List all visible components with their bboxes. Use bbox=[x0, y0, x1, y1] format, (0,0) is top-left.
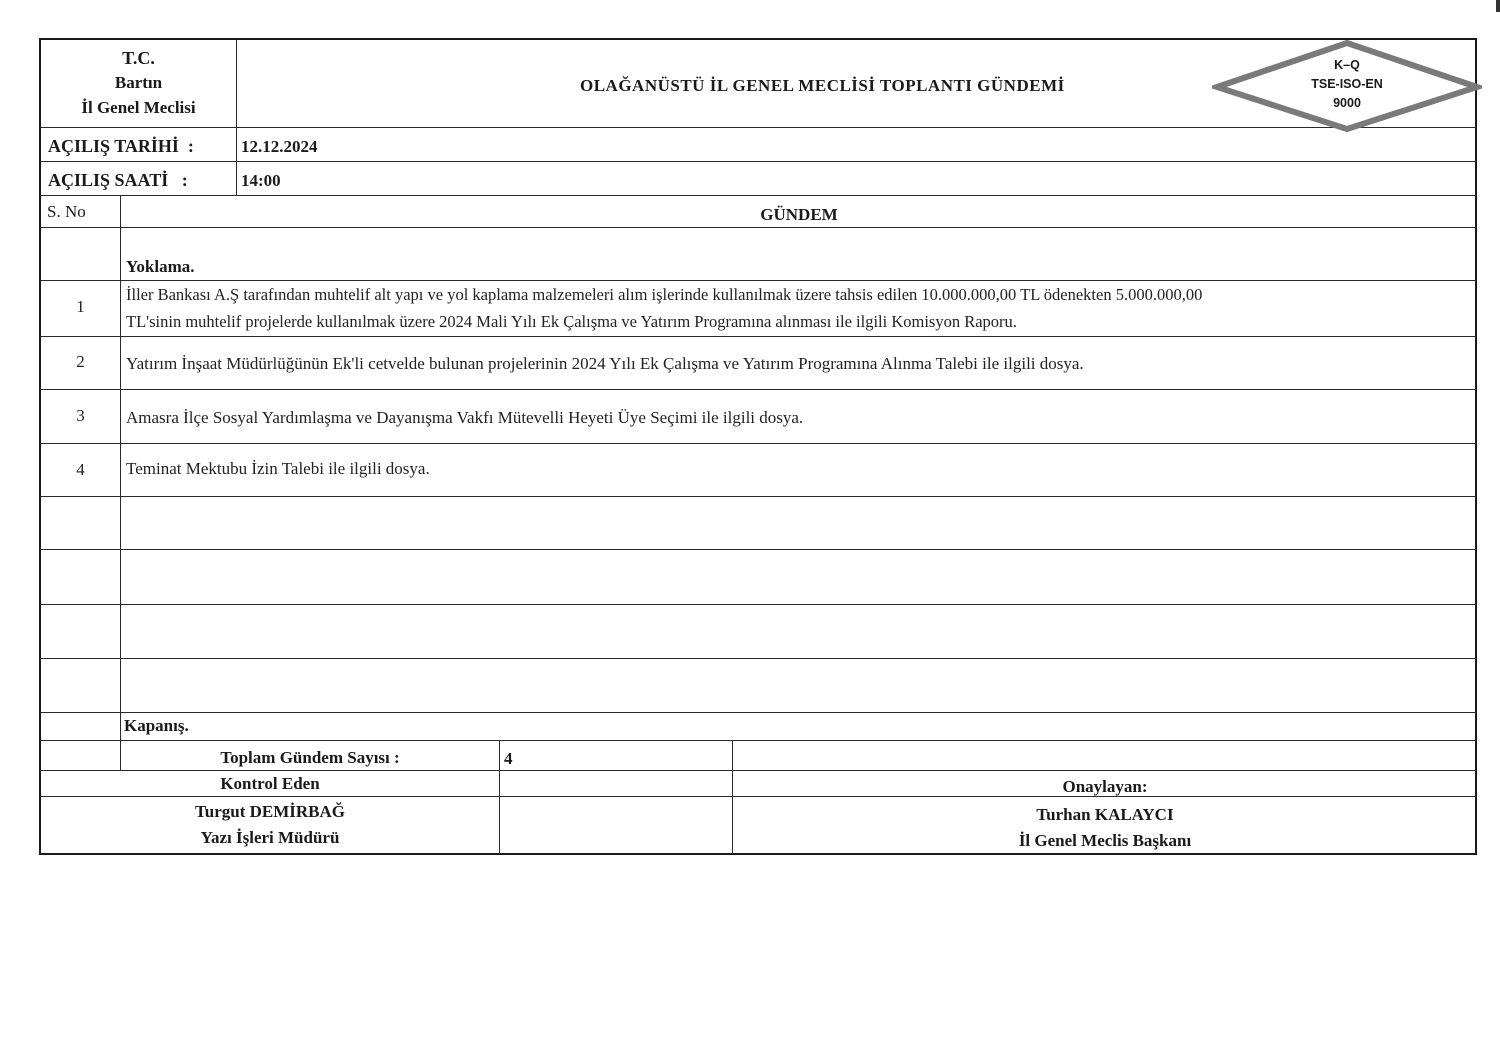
seal-line-3: 9000 bbox=[1333, 96, 1361, 110]
item-text: Teminat Mektubu İzin Talebi ile ilgili dosya. bbox=[126, 459, 430, 478]
row-divider bbox=[41, 712, 1477, 713]
column-divider bbox=[120, 195, 121, 770]
control-label: Kontrol Eden bbox=[220, 774, 320, 793]
time-value: 14:00 bbox=[241, 171, 281, 190]
item-text: Yatırım İnşaat Müdürlüğünün Ek'li cetvelde bulunan projelerinin 2024 Yılı Ek Çalışma ve Yatırım Programına Alınma Talebi ile ilgili dosya. bbox=[126, 354, 1084, 373]
approve-title: İl Genel Meclis Başkanı bbox=[1018, 831, 1192, 850]
closing-item: Kapanış. bbox=[124, 716, 189, 735]
item-text: İller Bankası A.Ş tarafından muhtelif alt yapı ve yol kaplama malzemeleri alım işlerinde kullanılmak üzere tahsis edilen 10.000.000,00 TL ödenekten 5.000.000,00 bbox=[126, 285, 1203, 304]
control-name: Turgut DEMİRBAĞ bbox=[194, 802, 346, 821]
row-divider bbox=[41, 389, 1477, 390]
org-line-2: Bartın bbox=[114, 73, 163, 92]
org-line-1: T.C. bbox=[122, 48, 155, 68]
column-divider bbox=[236, 40, 237, 195]
row-divider bbox=[41, 227, 1477, 228]
row-divider bbox=[41, 496, 1477, 497]
column-header-no: S. No bbox=[47, 202, 86, 221]
item-number: 4 bbox=[76, 460, 85, 479]
control-title: Yazı İşleri Müdürü bbox=[200, 828, 340, 847]
item-number: 1 bbox=[76, 297, 85, 316]
row-divider bbox=[41, 658, 1477, 659]
total-value: 4 bbox=[504, 749, 513, 768]
row-divider bbox=[41, 604, 1477, 605]
row-divider bbox=[41, 796, 1477, 797]
item-text: Amasra İlçe Sosyal Yardımlaşma ve Dayanışma Vakfı Mütevelli Heyeti Üye Seçimi ile ilgili dosya. bbox=[126, 408, 804, 427]
date-value: 12.12.2024 bbox=[241, 137, 318, 156]
row-divider bbox=[41, 161, 1477, 162]
seal-line-2: TSE-ISO-EN bbox=[1311, 77, 1383, 91]
approve-name: Turhan KALAYCI bbox=[1036, 805, 1174, 824]
total-label: Toplam Gündem Sayısı : bbox=[220, 748, 400, 767]
date-label: AÇILIŞ TARİHİ : bbox=[48, 136, 194, 156]
approve-label: Onaylayan: bbox=[1062, 777, 1148, 796]
item-text: TL'sinin muhtelif projelerde kullanılmak üzere 2024 Mali Yılı Ek Çalışma ve Yatırım Programına alınması ile ilgili Komisyon Raporu. bbox=[126, 312, 1017, 331]
row-divider bbox=[41, 336, 1477, 337]
column-divider bbox=[499, 740, 500, 854]
row-divider bbox=[41, 280, 1477, 281]
item-number: 3 bbox=[76, 406, 85, 425]
scan-edge-mark bbox=[1496, 0, 1500, 12]
org-line-3: İl Genel Meclisi bbox=[81, 98, 196, 117]
row-divider bbox=[41, 195, 1477, 196]
row-divider bbox=[41, 443, 1477, 444]
document-title: OLAĞANÜSTÜ İL GENEL MECLİSİ TOPLANTI GÜNDEMİ bbox=[580, 76, 1065, 95]
item-number: 2 bbox=[76, 352, 85, 371]
row-divider bbox=[41, 770, 1477, 771]
seal-line-1: K–Q bbox=[1334, 58, 1360, 72]
row-divider bbox=[41, 549, 1477, 550]
time-label: AÇILIŞ SAATİ : bbox=[48, 170, 188, 190]
column-header-agenda: GÜNDEM bbox=[760, 205, 838, 224]
opening-item: Yoklama. bbox=[126, 257, 195, 276]
row-divider bbox=[41, 740, 1477, 741]
